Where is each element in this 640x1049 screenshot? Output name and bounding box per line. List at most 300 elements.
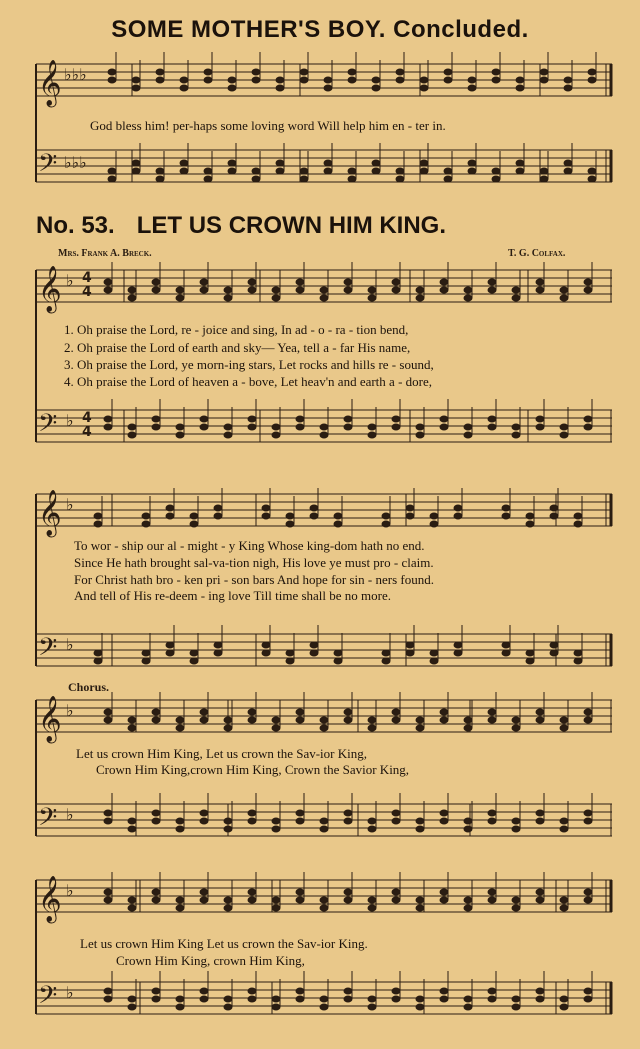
notehead xyxy=(180,85,188,91)
notehead xyxy=(104,416,112,422)
notehead xyxy=(132,168,140,174)
notehead xyxy=(540,69,548,75)
notehead xyxy=(248,717,256,723)
notehead xyxy=(272,905,280,911)
notehead xyxy=(574,521,582,527)
notehead xyxy=(488,424,496,430)
notehead xyxy=(488,810,496,816)
notehead xyxy=(560,717,568,723)
notehead xyxy=(368,1004,376,1010)
notehead xyxy=(368,424,376,430)
notehead xyxy=(334,513,342,519)
notehead xyxy=(344,818,352,824)
notehead xyxy=(176,424,184,430)
notehead xyxy=(550,505,558,511)
notehead xyxy=(152,988,160,994)
notehead xyxy=(344,996,352,1002)
verse-3-line-2: For Christ hath bro - ken pri - son bars And hope for sin - ners found. xyxy=(74,572,434,587)
notehead xyxy=(564,85,572,91)
notehead xyxy=(190,658,198,664)
notehead xyxy=(512,826,520,832)
notehead xyxy=(324,168,332,174)
notehead xyxy=(156,176,164,182)
notehead xyxy=(560,424,568,430)
notehead xyxy=(536,424,544,430)
notehead xyxy=(296,424,304,430)
notehead xyxy=(296,709,304,715)
notehead xyxy=(464,897,472,903)
notehead xyxy=(454,505,462,511)
bass-clef-icon: 𝄢 xyxy=(38,149,58,184)
notehead xyxy=(224,826,232,832)
notehead xyxy=(248,818,256,824)
chorus-line-1-alto: Crown Him King,crown Him King, Crown the Savior King, xyxy=(96,762,410,777)
notehead xyxy=(512,818,520,824)
notehead xyxy=(334,650,342,656)
notehead xyxy=(310,642,318,648)
notehead xyxy=(502,642,510,648)
notehead xyxy=(176,432,184,438)
notehead xyxy=(440,279,448,285)
treble-clef-icon: 𝄞 xyxy=(38,490,62,536)
notehead xyxy=(440,416,448,422)
notehead xyxy=(104,287,112,293)
notehead xyxy=(296,287,304,293)
notehead xyxy=(512,905,520,911)
notehead xyxy=(320,826,328,832)
notehead xyxy=(440,818,448,824)
notehead xyxy=(166,513,174,519)
notehead xyxy=(252,176,260,182)
notehead xyxy=(104,709,112,715)
notehead xyxy=(512,432,520,438)
notehead xyxy=(344,717,352,723)
svg-text:♭♭♭: ♭♭♭ xyxy=(64,65,87,84)
notehead xyxy=(224,905,232,911)
svg-text:♭♭♭: ♭♭♭ xyxy=(64,153,87,172)
svg-text:4: 4 xyxy=(82,270,92,286)
notehead xyxy=(176,1004,184,1010)
notehead xyxy=(272,424,280,430)
staff-system-1-bass xyxy=(36,150,612,182)
notehead xyxy=(368,897,376,903)
notehead xyxy=(224,996,232,1002)
notehead xyxy=(444,69,452,75)
notehead xyxy=(132,77,140,83)
notehead xyxy=(584,424,592,430)
notehead xyxy=(142,513,150,519)
notehead xyxy=(416,1004,424,1010)
notehead xyxy=(166,650,174,656)
notehead xyxy=(536,416,544,422)
notehead xyxy=(200,279,208,285)
notehead xyxy=(512,897,520,903)
notehead xyxy=(128,1004,136,1010)
staff-system-3-treble xyxy=(36,494,612,526)
notehead xyxy=(416,287,424,293)
notehead xyxy=(392,810,400,816)
notehead xyxy=(152,717,160,723)
notehead xyxy=(416,996,424,1002)
notehead xyxy=(560,897,568,903)
notehead xyxy=(344,897,352,903)
notehead xyxy=(272,818,280,824)
notehead xyxy=(286,513,294,519)
notehead xyxy=(454,513,462,519)
notehead xyxy=(108,168,116,174)
page-title: SOME MOTHER'S BOY. Concluded. xyxy=(111,16,529,43)
notehead xyxy=(152,889,160,895)
notehead xyxy=(180,160,188,166)
notehead xyxy=(286,658,294,664)
notehead xyxy=(392,889,400,895)
notehead xyxy=(320,818,328,824)
notehead xyxy=(204,69,212,75)
notehead xyxy=(152,424,160,430)
notehead xyxy=(320,295,328,301)
notehead xyxy=(320,996,328,1002)
svg-text:♭: ♭ xyxy=(66,881,74,900)
notehead xyxy=(368,287,376,293)
notehead xyxy=(262,505,270,511)
notehead xyxy=(104,810,112,816)
notehead xyxy=(320,424,328,430)
notehead xyxy=(272,897,280,903)
notehead xyxy=(104,996,112,1002)
notehead xyxy=(468,160,476,166)
notehead xyxy=(464,725,472,731)
lyric-line: God bless him! per-haps some loving word Will help him en - ter in. xyxy=(90,118,446,133)
hymn-number: No. 53. xyxy=(36,212,115,239)
verse-2-line-1: 2. Oh praise the Lord of earth and sky— Yea, tell a - far His name, xyxy=(64,340,411,355)
notehead xyxy=(104,897,112,903)
verse-2-line-2: Since He hath brought sal-va-tion nigh, His love ye must pro - claim. xyxy=(74,555,434,570)
notehead xyxy=(200,889,208,895)
notehead xyxy=(262,642,270,648)
notehead xyxy=(272,287,280,293)
notehead xyxy=(296,889,304,895)
notehead xyxy=(588,77,596,83)
notehead xyxy=(584,416,592,422)
notehead xyxy=(276,85,284,91)
notehead xyxy=(488,897,496,903)
notehead xyxy=(248,279,256,285)
notehead xyxy=(588,176,596,182)
notehead xyxy=(248,424,256,430)
notehead xyxy=(502,505,510,511)
notehead xyxy=(536,897,544,903)
notehead xyxy=(200,416,208,422)
notehead xyxy=(560,818,568,824)
notehead xyxy=(372,77,380,83)
notehead xyxy=(224,725,232,731)
notehead xyxy=(152,818,160,824)
notehead xyxy=(320,717,328,723)
notehead xyxy=(248,897,256,903)
notehead xyxy=(536,889,544,895)
notehead xyxy=(560,996,568,1002)
notehead xyxy=(344,889,352,895)
notehead xyxy=(444,168,452,174)
notehead xyxy=(564,168,572,174)
notehead xyxy=(344,424,352,430)
notehead xyxy=(200,810,208,816)
notehead xyxy=(348,168,356,174)
notehead xyxy=(176,717,184,723)
notehead xyxy=(320,897,328,903)
notehead xyxy=(488,709,496,715)
notehead xyxy=(368,818,376,824)
svg-text:♭: ♭ xyxy=(66,411,74,430)
notehead xyxy=(272,295,280,301)
notehead xyxy=(536,287,544,293)
notehead xyxy=(224,897,232,903)
notehead xyxy=(348,176,356,182)
notehead xyxy=(488,287,496,293)
notehead xyxy=(584,988,592,994)
notehead xyxy=(440,287,448,293)
notehead xyxy=(300,168,308,174)
notehead xyxy=(104,279,112,285)
notehead xyxy=(94,513,102,519)
notehead xyxy=(584,889,592,895)
verse-4-line-1: 4. Oh praise the Lord of heaven a - bove, Let heav'n and earth a - dore, xyxy=(64,374,432,389)
notehead xyxy=(200,717,208,723)
notehead xyxy=(464,287,472,293)
notehead xyxy=(166,642,174,648)
notehead xyxy=(128,717,136,723)
notehead xyxy=(574,650,582,656)
notehead xyxy=(382,650,390,656)
verse-3-line-1: 3. Oh praise the Lord, ye morn-ing stars, Let rocks and hills re - sound, xyxy=(64,357,434,372)
notehead xyxy=(512,424,520,430)
notehead xyxy=(334,658,342,664)
notehead xyxy=(574,658,582,664)
notehead xyxy=(464,432,472,438)
notehead xyxy=(540,176,548,182)
notehead xyxy=(104,889,112,895)
notehead xyxy=(468,77,476,83)
notehead xyxy=(320,725,328,731)
notehead xyxy=(564,160,572,166)
notehead xyxy=(536,717,544,723)
notehead xyxy=(512,725,520,731)
notehead xyxy=(454,650,462,656)
notehead xyxy=(440,988,448,994)
notehead xyxy=(488,717,496,723)
notehead xyxy=(200,424,208,430)
notehead xyxy=(128,295,136,301)
notehead xyxy=(152,897,160,903)
notehead xyxy=(276,168,284,174)
notehead xyxy=(262,650,270,656)
notehead xyxy=(560,725,568,731)
notehead xyxy=(320,905,328,911)
notehead xyxy=(108,176,116,182)
notehead xyxy=(464,295,472,301)
notehead xyxy=(128,905,136,911)
notehead xyxy=(516,85,524,91)
notehead xyxy=(324,85,332,91)
notehead xyxy=(248,287,256,293)
notehead xyxy=(464,717,472,723)
notehead xyxy=(396,168,404,174)
notehead xyxy=(228,77,236,83)
notehead xyxy=(344,709,352,715)
bass-clef-icon: 𝄢 xyxy=(38,409,58,444)
notehead xyxy=(180,77,188,83)
notehead xyxy=(272,996,280,1002)
notehead xyxy=(176,818,184,824)
notehead xyxy=(344,287,352,293)
notehead xyxy=(334,521,342,527)
notehead xyxy=(104,424,112,430)
notehead xyxy=(396,77,404,83)
notehead xyxy=(560,287,568,293)
notehead xyxy=(488,279,496,285)
notehead xyxy=(420,160,428,166)
notehead xyxy=(368,295,376,301)
notehead xyxy=(344,988,352,994)
notehead xyxy=(228,160,236,166)
notehead xyxy=(272,826,280,832)
notehead xyxy=(310,513,318,519)
notehead xyxy=(344,416,352,422)
svg-text:4: 4 xyxy=(82,410,92,426)
notehead xyxy=(584,897,592,903)
notehead xyxy=(152,416,160,422)
notehead xyxy=(252,69,260,75)
notehead xyxy=(156,168,164,174)
notehead xyxy=(310,505,318,511)
notehead xyxy=(536,996,544,1002)
notehead xyxy=(392,897,400,903)
notehead xyxy=(382,513,390,519)
notehead xyxy=(300,69,308,75)
notehead xyxy=(502,650,510,656)
noteheads xyxy=(94,52,596,1010)
notehead xyxy=(382,658,390,664)
notehead xyxy=(526,521,534,527)
notehead xyxy=(296,897,304,903)
notehead xyxy=(492,168,500,174)
notehead xyxy=(224,818,232,824)
notehead xyxy=(492,176,500,182)
notehead xyxy=(406,650,414,656)
notehead xyxy=(176,287,184,293)
notehead xyxy=(392,287,400,293)
notehead xyxy=(406,513,414,519)
svg-text:♭: ♭ xyxy=(66,805,74,824)
notehead xyxy=(512,287,520,293)
notehead xyxy=(392,279,400,285)
notehead xyxy=(464,996,472,1002)
notehead xyxy=(152,279,160,285)
notehead xyxy=(584,717,592,723)
notehead xyxy=(440,717,448,723)
notehead xyxy=(248,988,256,994)
svg-text:♭: ♭ xyxy=(66,495,74,514)
notehead xyxy=(540,168,548,174)
notehead xyxy=(574,513,582,519)
notehead xyxy=(416,897,424,903)
notehead xyxy=(200,988,208,994)
notehead xyxy=(516,160,524,166)
notehead xyxy=(488,996,496,1002)
notehead xyxy=(324,77,332,83)
notehead xyxy=(502,513,510,519)
notehead xyxy=(320,1004,328,1010)
notehead xyxy=(516,168,524,174)
svg-text:4: 4 xyxy=(82,424,92,440)
notehead xyxy=(248,416,256,422)
notehead xyxy=(128,432,136,438)
notehead xyxy=(488,889,496,895)
notehead xyxy=(536,279,544,285)
notehead xyxy=(560,826,568,832)
notehead xyxy=(454,642,462,648)
notehead xyxy=(416,432,424,438)
notehead xyxy=(176,725,184,731)
bass-clef-icon: 𝄢 xyxy=(38,803,58,838)
notehead xyxy=(536,818,544,824)
notehead xyxy=(104,818,112,824)
notehead xyxy=(584,709,592,715)
notehead xyxy=(392,996,400,1002)
notehead xyxy=(420,77,428,83)
notehead xyxy=(166,505,174,511)
notehead xyxy=(512,996,520,1002)
notehead xyxy=(464,905,472,911)
notehead xyxy=(300,176,308,182)
notehead xyxy=(200,996,208,1002)
notehead xyxy=(176,826,184,832)
notehead xyxy=(224,432,232,438)
notehead xyxy=(464,1004,472,1010)
notehead xyxy=(550,513,558,519)
notehead xyxy=(416,826,424,832)
notehead xyxy=(420,85,428,91)
notehead xyxy=(348,77,356,83)
svg-text:4: 4 xyxy=(82,284,92,300)
notehead xyxy=(430,658,438,664)
notehead xyxy=(440,810,448,816)
notehead xyxy=(200,897,208,903)
notehead xyxy=(128,725,136,731)
notehead xyxy=(296,996,304,1002)
notehead xyxy=(296,717,304,723)
notehead xyxy=(190,513,198,519)
notehead xyxy=(190,650,198,656)
notehead xyxy=(132,85,140,91)
notehead xyxy=(180,168,188,174)
notehead xyxy=(320,432,328,438)
svg-text:♭: ♭ xyxy=(66,635,74,654)
notehead xyxy=(204,176,212,182)
notehead xyxy=(296,279,304,285)
notehead xyxy=(152,996,160,1002)
notehead xyxy=(560,905,568,911)
notehead xyxy=(248,709,256,715)
notehead xyxy=(440,889,448,895)
notehead xyxy=(248,810,256,816)
treble-clef-icon: 𝄞 xyxy=(38,696,62,742)
notehead xyxy=(276,160,284,166)
notehead xyxy=(444,77,452,83)
notehead xyxy=(368,717,376,723)
notehead xyxy=(200,287,208,293)
verse-1-line-2: To wor - ship our al - might - y King Whose king-dom hath no end. xyxy=(74,538,425,553)
